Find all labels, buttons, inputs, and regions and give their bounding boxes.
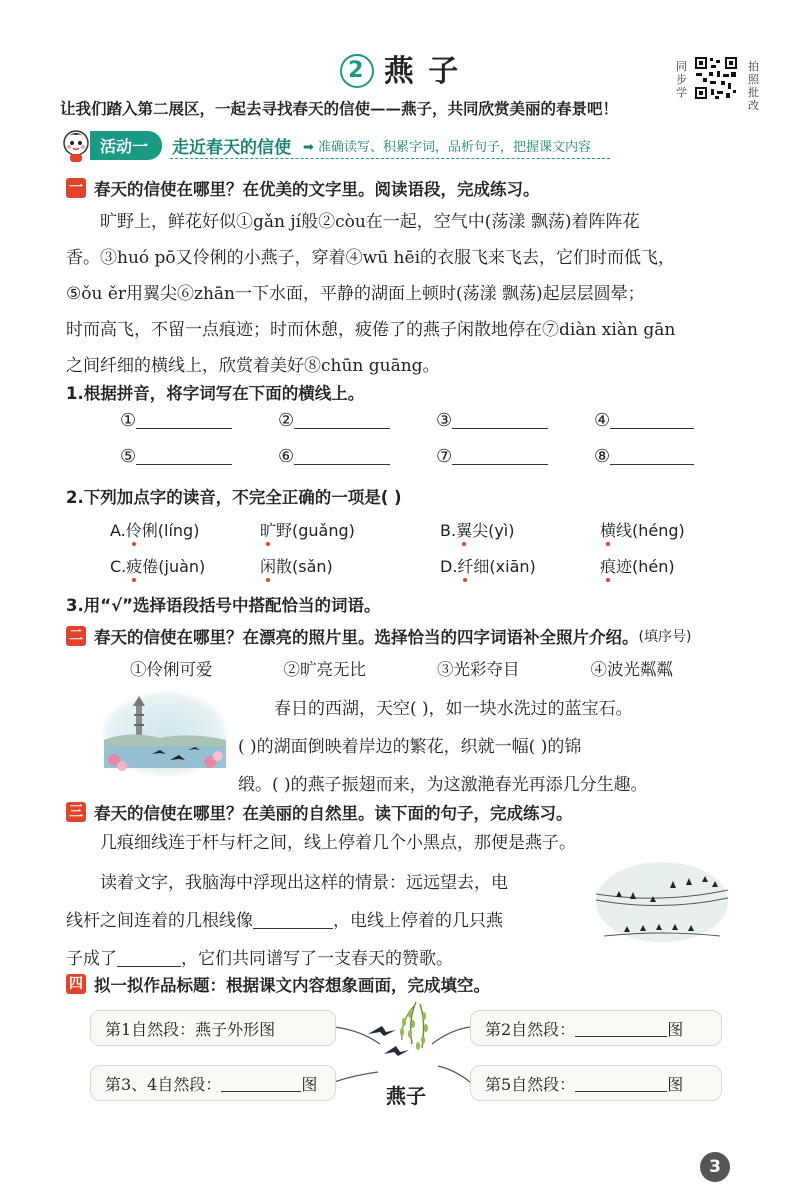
passage-line: 旷野上，鲜花好似①gǎn jí般②còu在一起，空气中(荡漾 飘荡)着阵阵花 [100, 212, 640, 232]
blank-item [120, 446, 278, 476]
option-reading: 野(guǎng) [276, 521, 355, 540]
option-reading: 细(xiān) [473, 557, 536, 576]
passage-line: 之间纤细的横线上，欣赏着美好⑧chūn guāng。 [66, 356, 440, 376]
qr-left-label: 同步学 [676, 60, 687, 99]
option-c-2 [260, 554, 440, 590]
section1-heading [66, 176, 540, 200]
banner-divider [170, 158, 610, 159]
option-d[interactable] [440, 554, 600, 590]
blank-item [594, 446, 720, 476]
blank-label: ③ [436, 410, 453, 431]
dotted-char: 旷 [260, 521, 277, 540]
section4-heading [66, 972, 490, 996]
option-b-2 [600, 518, 730, 554]
box-suffix: 图 [667, 1074, 684, 1094]
box-label: 第5自然段： [485, 1074, 576, 1094]
section2-line: 春日的西湖，天空( )，如一块水洗过的蓝宝石。 [274, 699, 633, 719]
qr-right-label: 拍照批改 [748, 60, 759, 112]
section3-heading [66, 800, 573, 824]
lesson-title: 燕 子 [383, 54, 461, 89]
activity-tag: 活动一 [90, 131, 162, 160]
activity-description: ➡ 准确读写、积累字词，品析句子，把握课文内容 [303, 139, 592, 155]
section3-text [66, 864, 586, 978]
blank-item [436, 410, 594, 440]
section3-quote: 几痕细线连于杆与杆之间，线上停着几个小黑点，那便是燕子。 [100, 833, 576, 853]
title-box-3 [90, 1065, 336, 1101]
blank-label: ① [120, 410, 137, 431]
option-letter: B. [440, 521, 457, 540]
passage-line: 时而高飞，不留一点痕迹；时而休憩，疲倦了的燕子闲散地停在⑦diàn xiàn gān [66, 320, 676, 340]
question-2: 2.下列加点字的读音，不完全正确的一项是( ) [66, 488, 402, 507]
blank-item [278, 410, 436, 440]
dotted-char: 伶 [125, 521, 142, 540]
text-part: ，电线上停着的几只燕 [333, 911, 503, 931]
section2-heading-text: 春天的信使在哪里？在漂亮的照片里。选择恰当的四字词语补全照片介绍。 [94, 628, 639, 647]
dotted-char: 纤 [457, 557, 474, 576]
dotted-char: 痕 [600, 557, 617, 576]
section2-note: (填序号) [638, 629, 692, 645]
option-reading: 线(héng) [616, 521, 685, 540]
option-letter: A. [110, 521, 126, 540]
word-option: ②旷亮无比 [283, 660, 366, 679]
option-letter: D. [440, 557, 458, 576]
blank-label: ⑥ [278, 446, 295, 467]
activity-title: 走近春天的信使 [172, 137, 292, 158]
section2-heading [66, 624, 691, 648]
lesson-number: 2 [340, 54, 374, 88]
section4-badge: 四 [66, 974, 86, 994]
dotted-char: 翼 [456, 521, 473, 540]
blank-label: ④ [594, 410, 611, 431]
option-letter: C. [110, 557, 127, 576]
answer-line[interactable] [136, 412, 232, 429]
title-box-1: 第1自然段：燕子外形图 [90, 1010, 336, 1046]
option-reading: 俐(líng) [141, 521, 200, 540]
option-reading: 迹(hén) [616, 557, 675, 576]
blank-label: ② [278, 410, 295, 431]
word-options [130, 656, 730, 680]
swallows-on-wires-photo [594, 860, 730, 944]
title-box-4 [470, 1065, 722, 1101]
intro-text: 让我们踏入第二展区，一起去寻找春天的信使——燕子，共同欣赏美丽的春景吧！ [60, 99, 619, 118]
answer-line[interactable] [575, 1020, 667, 1037]
text-part: 线杆之间连着的几根线像 [66, 911, 253, 931]
option-d-2 [600, 554, 730, 590]
option-b[interactable] [440, 518, 600, 554]
passage-line: 香。③huó pō又伶俐的小燕子，穿着④wū hēi的衣服飞来飞去，它们时而低飞， [66, 248, 676, 268]
answer-line[interactable] [610, 448, 694, 465]
answer-line[interactable] [610, 412, 694, 429]
page-number: 3 [700, 1152, 730, 1182]
word-option: ④波光粼粼 [590, 660, 673, 679]
q2-options [110, 518, 730, 590]
box-label: 第2自然段： [485, 1019, 576, 1039]
blank-label: ⑦ [436, 446, 453, 467]
word-option: ①伶俐可爱 [130, 660, 213, 679]
passage-line: ⑤ǒu ěr用翼尖⑥zhān一下水面，平静的湖面上顿时(荡漾 飘荡)起层层圆晕； [66, 284, 645, 304]
activity-banner [58, 132, 591, 158]
blank-item [436, 446, 594, 476]
blank-item [594, 410, 720, 440]
question-1: 1.根据拼音，将字词写在下面的横线上。 [66, 384, 365, 403]
section2-badge: 二 [66, 626, 86, 646]
option-a[interactable] [110, 518, 260, 554]
answer-line[interactable] [452, 412, 548, 429]
section1-heading-text: 春天的信使在哪里？在优美的文字里。阅读语段，完成练习。 [94, 180, 540, 199]
blank-item [278, 446, 436, 476]
answer-line[interactable] [117, 950, 181, 967]
option-reading: 尖(yì) [472, 521, 515, 540]
text-part: ，它们共同谱写了一支春天的赞歌。 [181, 949, 453, 969]
option-reading: 倦(juàn) [142, 557, 206, 576]
option-c[interactable] [110, 554, 260, 590]
qr-code[interactable] [694, 56, 738, 100]
question-3: 3.用“√”选择语段括号中搭配恰当的词语。 [66, 596, 381, 615]
section3-line: 读着文字，我脑海中浮现出这样的情景：远远望去，电 [100, 873, 508, 893]
blank-item [120, 410, 278, 440]
section3-heading-text: 春天的信使在哪里？在美丽的自然里。读下面的句子，完成练习。 [94, 804, 573, 823]
section1-badge: 一 [66, 178, 86, 198]
word-option: ③光彩夺目 [436, 660, 520, 679]
section3-line [66, 902, 586, 940]
west-lake-photo [100, 690, 230, 778]
answer-line[interactable] [452, 448, 548, 465]
dotted-char: 闲 [260, 557, 277, 576]
section3-badge: 三 [66, 802, 86, 822]
answer-line[interactable] [221, 1075, 301, 1092]
box-label: 第3、4自然段： [105, 1074, 222, 1094]
section1-passage [66, 204, 746, 384]
answer-line[interactable] [575, 1075, 667, 1092]
willow-swallow-illustration [356, 1000, 456, 1080]
answer-line[interactable] [294, 412, 390, 429]
blank-label: ⑧ [594, 446, 611, 467]
box-suffix: 图 [667, 1019, 684, 1039]
section2-text [238, 690, 738, 804]
section2-line: ( )的湖面倒映着岸边的繁花，织就一幅( )的锦 [238, 737, 582, 757]
box-suffix: 图 [301, 1074, 318, 1094]
answer-line[interactable] [253, 912, 333, 929]
mascot-icon [58, 127, 94, 163]
section4-heading-text: 拟一拟作品标题：根据课文内容想象画面，完成填空。 [94, 976, 490, 995]
section2-line: 缎。( )的燕子振翅而来，为这激滟春光再添几分生趣。 [238, 775, 648, 795]
title-box-2 [470, 1010, 722, 1046]
blank-label: ⑤ [120, 446, 137, 467]
dotted-char: 疲 [126, 557, 143, 576]
answer-line[interactable] [294, 448, 390, 465]
text-part: 子成了 [66, 949, 117, 969]
dotted-char: 横 [600, 521, 617, 540]
option-a-2 [260, 518, 440, 554]
option-reading: 散(sǎn) [276, 557, 333, 576]
q1-blanks [120, 410, 720, 476]
answer-line[interactable] [136, 448, 232, 465]
center-label: 燕子 [386, 1084, 426, 1108]
